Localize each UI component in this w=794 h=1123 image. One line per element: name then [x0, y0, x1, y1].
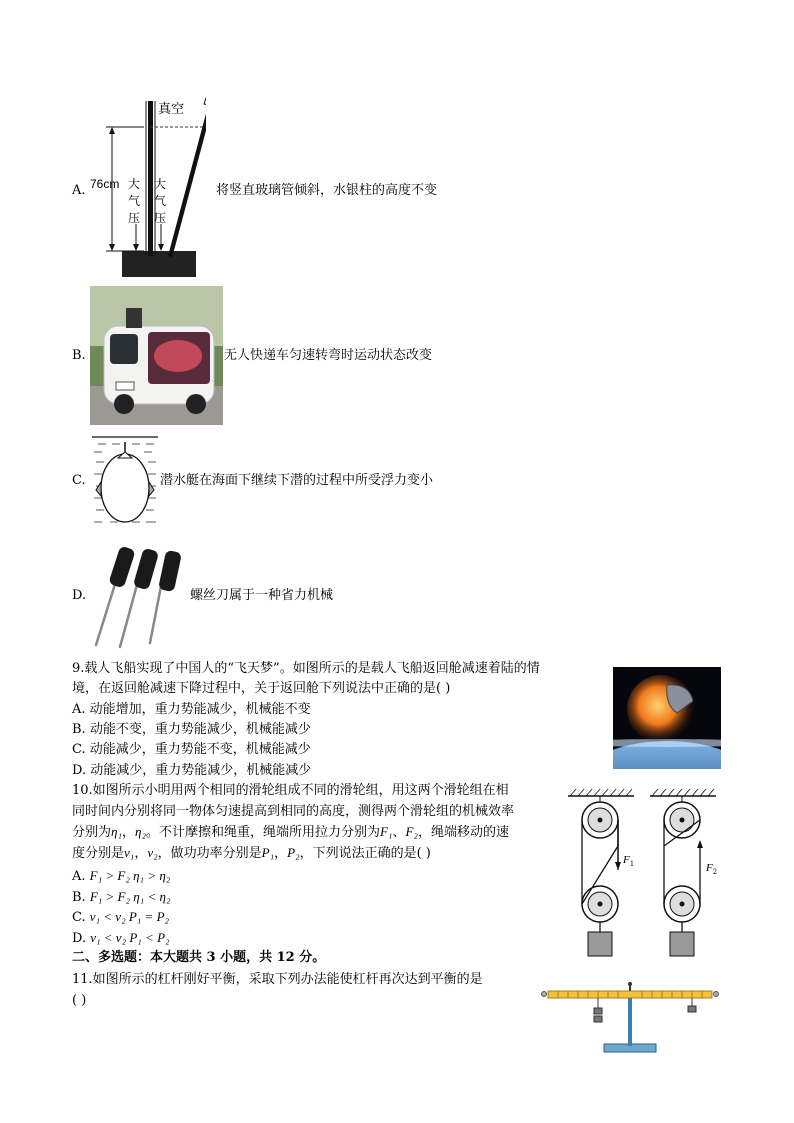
q10-stem-line3: 分别为η₁，η₂。不计摩擦和绳重，绳端所用拉力分别为F₁、F₂，绳端移动的速: [72, 824, 509, 840]
q10-option-b: B. F₁ > F₂ η₁ < η₂: [72, 889, 171, 905]
q10-option-c: C. v₁ < v₂ P₁ = P₂: [72, 909, 170, 925]
q10-option-d: D. v₁ < v₂ P₁ < P₂: [72, 930, 170, 946]
q10-stem-line1: 10.如图所示小明用两个相同的滑轮组成不同的滑轮组，用这两个滑轮组在相: [72, 783, 509, 798]
mercury-trough: [122, 251, 196, 277]
atm-label-right: 大 气 压: [154, 177, 167, 225]
left-pulley-system: [582, 796, 621, 956]
q10-stem-line2: 同时间内分别将同一物体匀速提高到相同的高度，测得两个滑轮组的机械效率: [72, 804, 515, 819]
option-c-text: 潜水艇在海面下继续下潜的过程中所受浮力变小: [160, 473, 434, 488]
q10-stem-line4: 度分别是v₁，v₂，做功功率分别是P₁，P₂，下列说法正确的是( ): [72, 845, 431, 861]
reentry-capsule-photo: [613, 667, 721, 769]
q9-option-b: B. 动能不变，重力势能减少，机械能减少: [72, 722, 311, 737]
q10-option-a: A. F₁ > F₂ η₁ > η₂: [72, 868, 171, 884]
option-d-text: 螺丝刀属于一种省力机械: [190, 588, 334, 603]
option-c-letter: C.: [72, 473, 86, 488]
lever-balance-figure: [538, 978, 722, 1058]
option-d-letter: D.: [72, 588, 87, 603]
option-b-letter: B.: [72, 348, 86, 363]
q11-stem-line2: ( ): [72, 993, 87, 1008]
atm-label-left: 大 气 压: [128, 177, 141, 225]
submarine-figure: [90, 434, 160, 526]
q11-stem-line1: 11.如图所示的杠杆刚好平衡，采取下列办法能使杠杆再次达到平衡的是: [72, 972, 483, 987]
pulley-systems-figure: [564, 786, 724, 976]
right-pulley-system: [664, 796, 703, 956]
delivery-vehicle-photo: [90, 286, 223, 425]
q9-option-d: D. 动能减少，重力势能减少，机械能减少: [72, 763, 312, 778]
section-heading: 二、多选题：本大题共 3 小题，共 12 分。: [72, 950, 326, 965]
vacuum-label: 真空: [158, 102, 185, 117]
q9-option-c: C. 动能减少，重力势能不变，机械能减少: [72, 742, 311, 757]
option-b-text: 无人快递车匀速转弯时运动状态改变: [224, 348, 433, 363]
vertical-tube: [148, 101, 153, 256]
q9-option-a: A. 动能增加，重力势能减少，机械能不变: [72, 702, 311, 717]
option-a-letter: A.: [72, 183, 86, 198]
force-label-f2: $F_2$: [706, 862, 718, 877]
height-label: 76cm: [90, 177, 120, 191]
q9-stem-line2: 境，在返回舱减速下降过程中，关于返回舱下列说法中正确的是( ): [72, 681, 451, 696]
screwdrivers-figure: [88, 543, 190, 651]
force-label-f1: $F_1$: [623, 854, 635, 869]
option-a-text: 将竖直玻璃管倾斜，水银柱的高度不变: [216, 183, 438, 198]
tilted-tube: [168, 106, 206, 258]
q9-stem-line1: 9.载人飞船实现了中国人的“飞天梦”。如图所示的是载人飞船返回舱减速着陆的情: [72, 661, 540, 676]
